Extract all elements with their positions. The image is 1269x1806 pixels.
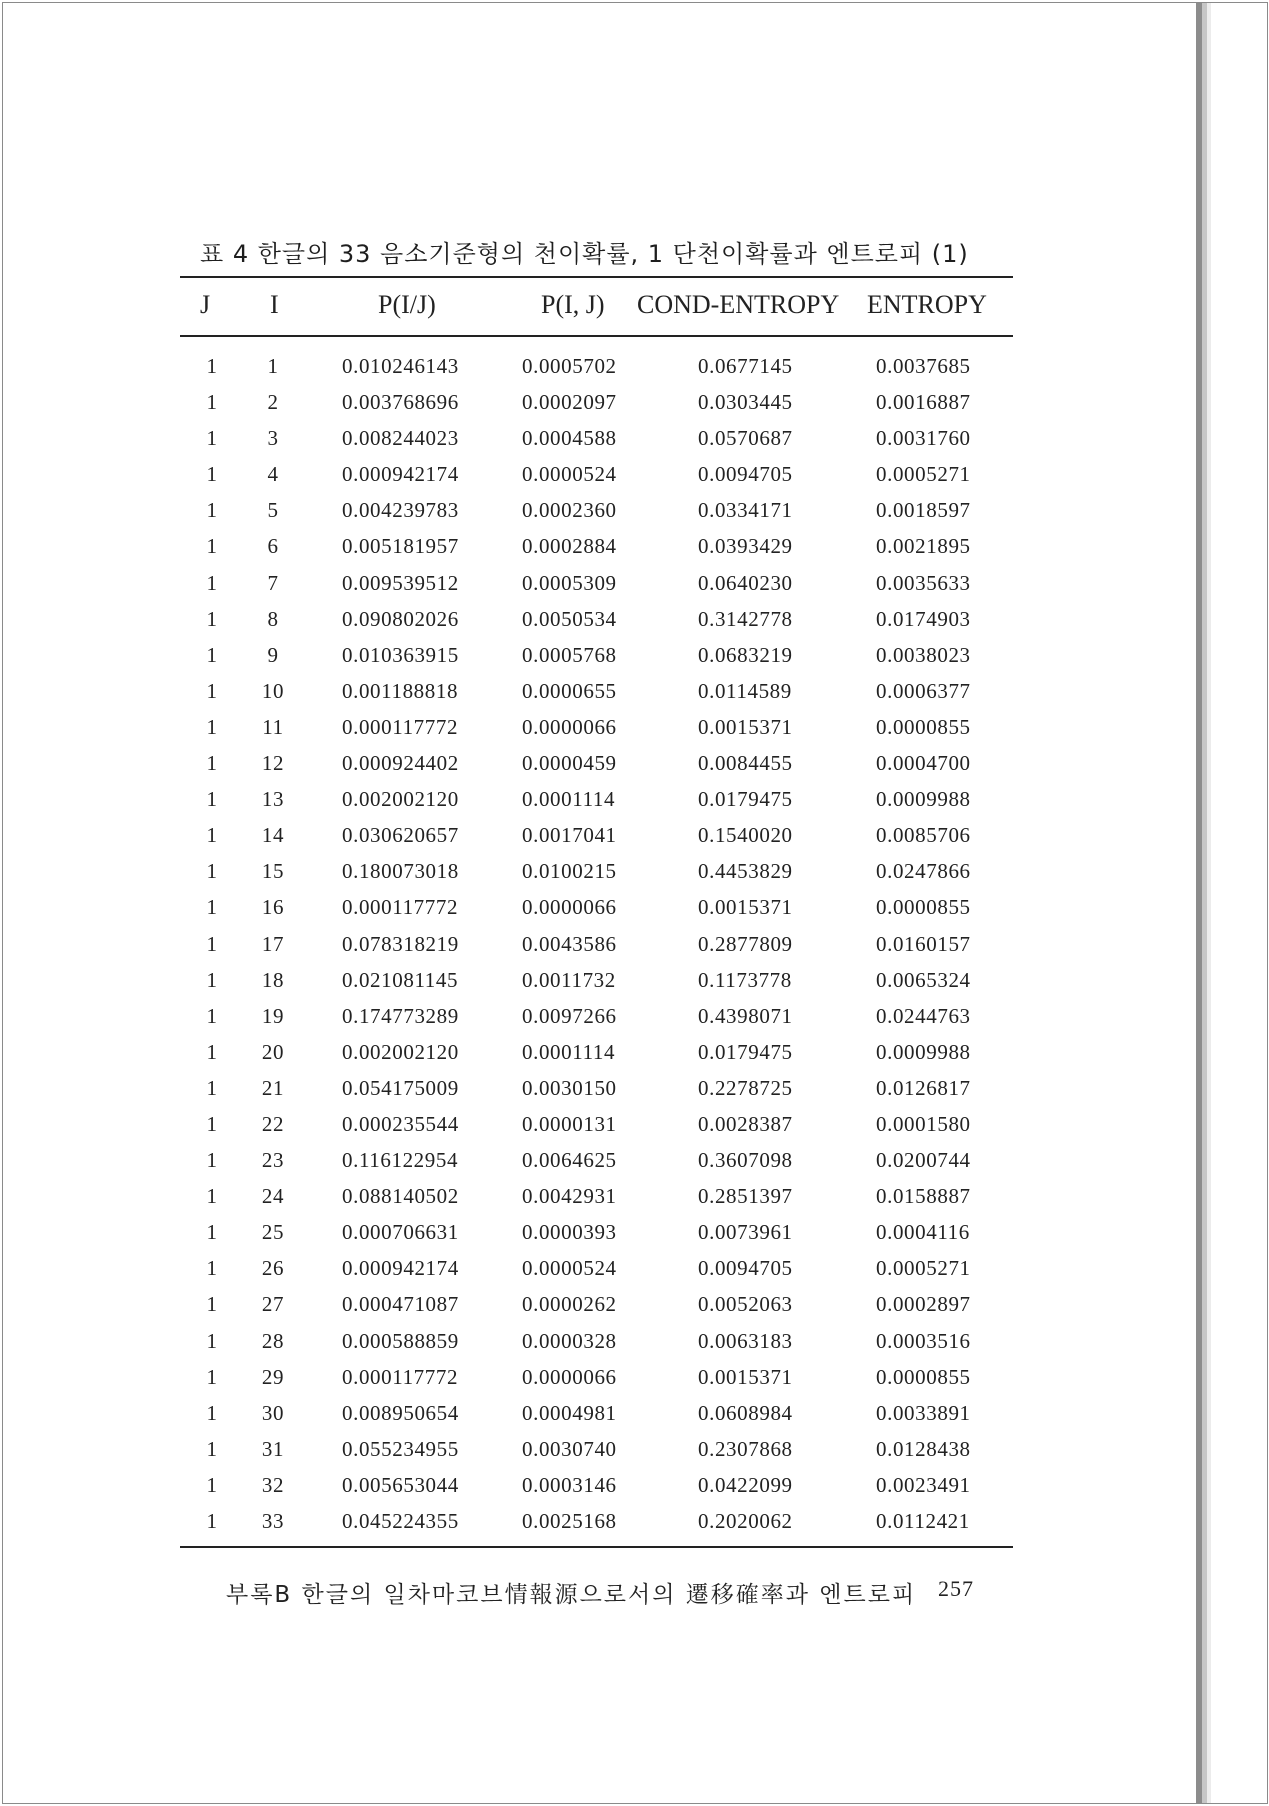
- cell-p-joint: 0.0000262: [522, 1292, 617, 1317]
- table-body: [0, 346, 1193, 1537]
- cell-p-cond: 0.021081145: [342, 967, 459, 992]
- cell-entropy: 0.0247866: [876, 859, 971, 884]
- table-row: [0, 815, 1193, 851]
- table-row: [0, 1140, 1193, 1176]
- cell-entropy: 0.0009988: [876, 1039, 971, 1064]
- table-row: [0, 1321, 1193, 1357]
- table-row: [0, 851, 1193, 887]
- cell-entropy: 0.0018597: [876, 498, 971, 523]
- cell-i: 30: [261, 1400, 285, 1425]
- table-caption: 표 4 한글의 33 음소기준형의 천이확률, 1 단천이확률과 엔트로피 (1): [200, 240, 969, 268]
- cell-p-joint: 0.0050534: [522, 606, 617, 631]
- header-entropy: ENTROPY: [867, 290, 987, 319]
- table-row: [0, 1429, 1193, 1465]
- cell-p-joint: 0.0025168: [522, 1509, 617, 1533]
- cell-p-cond: 0.000588859: [342, 1328, 459, 1353]
- cell-j: 1: [206, 534, 218, 559]
- cell-p-joint: 0.0064625: [522, 1148, 617, 1173]
- cell-p-cond: 0.180073018: [342, 859, 459, 884]
- cell-cond-entropy: 0.4398071: [698, 1003, 793, 1028]
- cell-entropy: 0.0005271: [876, 462, 971, 487]
- cell-p-cond: 0.000117772: [342, 1364, 459, 1389]
- cell-cond-entropy: 0.0028387: [698, 1111, 793, 1136]
- cell-entropy: 0.0200744: [876, 1148, 971, 1173]
- cell-j: 1: [206, 1039, 218, 1064]
- cell-cond-entropy: 0.0015371: [698, 1364, 793, 1389]
- table-header-rule: [180, 335, 1013, 337]
- cell-i: 28: [261, 1328, 285, 1353]
- table-row: [0, 924, 1193, 960]
- table-row: [0, 1032, 1193, 1068]
- cell-i: 27: [261, 1292, 285, 1317]
- table-row: [0, 599, 1193, 635]
- table-row: [0, 382, 1193, 418]
- cell-i: 11: [262, 714, 284, 739]
- cell-p-joint: 0.0005309: [522, 570, 617, 595]
- cell-cond-entropy: 0.0179475: [698, 1039, 793, 1064]
- table-row: [0, 454, 1193, 490]
- cell-i: 19: [261, 1003, 285, 1028]
- running-title: 부록B 한글의 일차마코브情報源으로서의 遷移確率과 엔트로피: [226, 1582, 917, 1608]
- cell-cond-entropy: 0.0570687: [698, 426, 793, 451]
- cell-j: 1: [206, 390, 218, 415]
- cell-i: 3: [267, 426, 279, 451]
- cell-p-cond: 0.003768696: [342, 390, 459, 415]
- cell-p-joint: 0.0011732: [522, 967, 616, 992]
- cell-i: 31: [261, 1436, 285, 1461]
- cell-i: 32: [261, 1472, 285, 1497]
- cell-j: 1: [206, 1509, 218, 1533]
- cell-entropy: 0.0000855: [876, 1364, 971, 1389]
- cell-p-joint: 0.0000066: [522, 895, 617, 920]
- cell-i: 26: [261, 1256, 285, 1281]
- cell-p-cond: 0.004239783: [342, 498, 459, 523]
- cell-p-cond: 0.000924402: [342, 751, 459, 776]
- table-row: [0, 1284, 1193, 1320]
- cell-i: 24: [261, 1184, 285, 1209]
- cell-entropy: 0.0000855: [876, 714, 971, 739]
- table-row: [0, 743, 1193, 779]
- cell-p-cond: 0.002002120: [342, 1039, 459, 1064]
- cell-cond-entropy: 0.0073961: [698, 1220, 793, 1245]
- cell-j: 1: [206, 823, 218, 848]
- cell-p-cond: 0.005653044: [342, 1472, 459, 1497]
- cell-cond-entropy: 0.4453829: [698, 859, 793, 884]
- header-p-cond: P(I/J): [378, 290, 436, 319]
- cell-cond-entropy: 0.0094705: [698, 1256, 793, 1281]
- cell-entropy: 0.0001580: [876, 1111, 971, 1136]
- table-row: [0, 418, 1193, 454]
- cell-p-cond: 0.009539512: [342, 570, 459, 595]
- table-row: [0, 1176, 1193, 1212]
- cell-j: 1: [206, 714, 218, 739]
- cell-entropy: 0.0004116: [876, 1220, 970, 1245]
- cell-i: 13: [261, 787, 285, 812]
- cell-cond-entropy: 0.0640230: [698, 570, 793, 595]
- cell-i: 7: [267, 570, 279, 595]
- header-i: I: [270, 290, 279, 319]
- cell-entropy: 0.0037685: [876, 354, 971, 378]
- cell-i: 14: [261, 823, 285, 848]
- cell-j: 1: [206, 1111, 218, 1136]
- cell-entropy: 0.0112421: [876, 1509, 970, 1533]
- cell-p-joint: 0.0002097: [522, 390, 617, 415]
- cell-j: 1: [206, 859, 218, 884]
- cell-entropy: 0.0158887: [876, 1184, 971, 1209]
- cell-j: 1: [206, 426, 218, 451]
- cell-j: 1: [206, 678, 218, 703]
- cell-i: 9: [267, 642, 279, 667]
- cell-cond-entropy: 0.0422099: [698, 1472, 793, 1497]
- cell-p-joint: 0.0000524: [522, 1256, 617, 1281]
- cell-p-cond: 0.002002120: [342, 787, 459, 812]
- table-row: [0, 1248, 1193, 1284]
- cell-p-cond: 0.055234955: [342, 1436, 459, 1461]
- cell-p-joint: 0.0030740: [522, 1436, 617, 1461]
- cell-p-cond: 0.088140502: [342, 1184, 459, 1209]
- cell-p-joint: 0.0001114: [522, 787, 616, 812]
- cell-i: 18: [261, 967, 285, 992]
- cell-p-cond: 0.030620657: [342, 823, 459, 848]
- cell-p-cond: 0.008244023: [342, 426, 459, 451]
- cell-p-joint: 0.0004981: [522, 1400, 617, 1425]
- cell-cond-entropy: 0.0015371: [698, 714, 793, 739]
- cell-i: 21: [261, 1075, 285, 1100]
- cell-i: 22: [261, 1111, 285, 1136]
- table-row: [0, 707, 1193, 743]
- cell-j: 1: [206, 1003, 218, 1028]
- cell-j: 1: [206, 1328, 218, 1353]
- table-top-rule: [180, 276, 1013, 278]
- table-row: [0, 563, 1193, 599]
- cell-i: 6: [267, 534, 279, 559]
- cell-i: 10: [261, 678, 285, 703]
- cell-i: 20: [261, 1039, 285, 1064]
- table-row: [0, 779, 1193, 815]
- cell-p-joint: 0.0000131: [522, 1111, 617, 1136]
- cell-p-joint: 0.0030150: [522, 1075, 617, 1100]
- cell-i: 12: [261, 751, 285, 776]
- cell-p-joint: 0.0004588: [522, 426, 617, 451]
- cell-j: 1: [206, 1148, 218, 1173]
- cell-cond-entropy: 0.1173778: [698, 967, 792, 992]
- cell-p-cond: 0.174773289: [342, 1003, 459, 1028]
- cell-p-cond: 0.116122954: [342, 1148, 459, 1173]
- cell-i: 1: [267, 354, 279, 378]
- table-row: [0, 1104, 1193, 1140]
- cell-p-cond: 0.010363915: [342, 642, 459, 667]
- cell-i: 8: [267, 606, 279, 631]
- cell-p-joint: 0.0000393: [522, 1220, 617, 1245]
- cell-p-cond: 0.000235544: [342, 1111, 459, 1136]
- cell-entropy: 0.0006377: [876, 678, 971, 703]
- cell-p-cond: 0.000942174: [342, 1256, 459, 1281]
- cell-entropy: 0.0031760: [876, 426, 971, 451]
- cell-j: 1: [206, 1292, 218, 1317]
- cell-entropy: 0.0002897: [876, 1292, 971, 1317]
- cell-entropy: 0.0126817: [876, 1075, 971, 1100]
- cell-cond-entropy: 0.0063183: [698, 1328, 793, 1353]
- cell-i: 2: [267, 390, 279, 415]
- cell-j: 1: [206, 967, 218, 992]
- cell-entropy: 0.0033891: [876, 1400, 971, 1425]
- cell-p-joint: 0.0043586: [522, 931, 617, 956]
- cell-entropy: 0.0005271: [876, 1256, 971, 1281]
- cell-p-joint: 0.0000459: [522, 751, 617, 776]
- table-row: [0, 1393, 1193, 1429]
- cell-p-cond: 0.008950654: [342, 1400, 459, 1425]
- header-j: J: [200, 290, 211, 319]
- table-row: [0, 490, 1193, 526]
- cell-j: 1: [206, 895, 218, 920]
- cell-cond-entropy: 0.2278725: [698, 1075, 793, 1100]
- cell-p-cond: 0.000117772: [342, 895, 459, 920]
- cell-entropy: 0.0023491: [876, 1472, 971, 1497]
- cell-cond-entropy: 0.0677145: [698, 354, 793, 378]
- header-cond-entropy: COND-ENTROPY: [637, 290, 840, 319]
- cell-entropy: 0.0035633: [876, 570, 971, 595]
- cell-p-cond: 0.090802026: [342, 606, 459, 631]
- table-bottom-rule: [180, 1546, 1013, 1548]
- cell-p-joint: 0.0005702: [522, 354, 617, 378]
- table-row: [0, 346, 1193, 382]
- cell-p-cond: 0.078318219: [342, 931, 459, 956]
- table-row: [0, 671, 1193, 707]
- cell-cond-entropy: 0.0683219: [698, 642, 793, 667]
- header-p-joint: P(I, J): [541, 290, 605, 319]
- cell-i: 25: [261, 1220, 285, 1245]
- cell-j: 1: [206, 462, 218, 487]
- cell-i: 4: [267, 462, 279, 487]
- cell-cond-entropy: 0.0114589: [698, 678, 792, 703]
- cell-cond-entropy: 0.0084455: [698, 751, 793, 776]
- cell-p-cond: 0.054175009: [342, 1075, 459, 1100]
- cell-cond-entropy: 0.1540020: [698, 823, 793, 848]
- table-row: [0, 635, 1193, 671]
- cell-j: 1: [206, 606, 218, 631]
- cell-cond-entropy: 0.3607098: [698, 1148, 793, 1173]
- cell-i: 15: [261, 859, 285, 884]
- cell-entropy: 0.0065324: [876, 967, 971, 992]
- page-number: 257: [938, 1576, 974, 1601]
- cell-i: 17: [261, 931, 285, 956]
- cell-j: 1: [206, 1436, 218, 1461]
- cell-p-joint: 0.0000066: [522, 1364, 617, 1389]
- table-row: [0, 996, 1193, 1032]
- cell-p-joint: 0.0000328: [522, 1328, 617, 1353]
- running-footer: [226, 1576, 974, 1609]
- cell-p-cond: 0.045224355: [342, 1509, 459, 1533]
- cell-j: 1: [206, 787, 218, 812]
- cell-i: 16: [261, 895, 285, 920]
- cell-p-joint: 0.0002884: [522, 534, 617, 559]
- cell-entropy: 0.0000855: [876, 895, 971, 920]
- cell-entropy: 0.0128438: [876, 1436, 971, 1461]
- cell-entropy: 0.0003516: [876, 1328, 971, 1353]
- cell-j: 1: [206, 1075, 218, 1100]
- cell-p-joint: 0.0002360: [522, 498, 617, 523]
- table-row: [0, 1501, 1193, 1537]
- cell-p-cond: 0.005181957: [342, 534, 459, 559]
- table-row: [0, 960, 1193, 996]
- cell-entropy: 0.0021895: [876, 534, 971, 559]
- cell-cond-entropy: 0.0334171: [698, 498, 793, 523]
- cell-j: 1: [206, 1184, 218, 1209]
- cell-cond-entropy: 0.0608984: [698, 1400, 793, 1425]
- cell-j: 1: [206, 1220, 218, 1245]
- cell-p-joint: 0.0097266: [522, 1003, 617, 1028]
- cell-j: 1: [206, 642, 218, 667]
- cell-p-cond: 0.000942174: [342, 462, 459, 487]
- cell-i: 29: [261, 1364, 285, 1389]
- cell-p-joint: 0.0100215: [522, 859, 617, 884]
- table-row: [0, 1465, 1193, 1501]
- cell-j: 1: [206, 1364, 218, 1389]
- cell-cond-entropy: 0.0303445: [698, 390, 793, 415]
- cell-entropy: 0.0085706: [876, 823, 971, 848]
- table-row: [0, 1068, 1193, 1104]
- cell-cond-entropy: 0.0015371: [698, 895, 793, 920]
- cell-j: 1: [206, 354, 218, 378]
- cell-cond-entropy: 0.0393429: [698, 534, 793, 559]
- cell-i: 33: [261, 1509, 285, 1533]
- cell-p-joint: 0.0005768: [522, 642, 617, 667]
- cell-cond-entropy: 0.0094705: [698, 462, 793, 487]
- table-row: [0, 887, 1193, 923]
- cell-p-joint: 0.0017041: [522, 823, 617, 848]
- table-header-row: [0, 290, 1193, 322]
- cell-i: 5: [267, 498, 279, 523]
- cell-p-joint: 0.0000655: [522, 678, 617, 703]
- cell-j: 1: [206, 931, 218, 956]
- cell-entropy: 0.0009988: [876, 787, 971, 812]
- cell-j: 1: [206, 498, 218, 523]
- cell-cond-entropy: 0.2307868: [698, 1436, 793, 1461]
- cell-j: 1: [206, 1400, 218, 1425]
- table-row: [0, 1212, 1193, 1248]
- cell-i: 23: [261, 1148, 285, 1173]
- cell-p-cond: 0.000117772: [342, 714, 459, 739]
- cell-p-joint: 0.0000066: [522, 714, 617, 739]
- cell-p-cond: 0.000471087: [342, 1292, 459, 1317]
- cell-cond-entropy: 0.2851397: [698, 1184, 793, 1209]
- cell-j: 1: [206, 1256, 218, 1281]
- cell-p-joint: 0.0042931: [522, 1184, 617, 1209]
- cell-entropy: 0.0038023: [876, 642, 971, 667]
- table-row: [0, 1357, 1193, 1393]
- cell-p-joint: 0.0001114: [522, 1039, 616, 1064]
- cell-cond-entropy: 0.2020062: [698, 1509, 793, 1533]
- cell-entropy: 0.0016887: [876, 390, 971, 415]
- cell-j: 1: [206, 570, 218, 595]
- cell-p-cond: 0.010246143: [342, 354, 459, 378]
- table-row: [0, 526, 1193, 562]
- cell-p-cond: 0.000706631: [342, 1220, 459, 1245]
- cell-entropy: 0.0174903: [876, 606, 971, 631]
- cell-p-joint: 0.0000524: [522, 462, 617, 487]
- cell-p-cond: 0.001188818: [342, 678, 459, 703]
- cell-entropy: 0.0004700: [876, 751, 971, 776]
- cell-entropy: 0.0160157: [876, 931, 971, 956]
- cell-j: 1: [206, 751, 218, 776]
- cell-p-joint: 0.0003146: [522, 1472, 617, 1497]
- cell-cond-entropy: 0.0052063: [698, 1292, 793, 1317]
- cell-entropy: 0.0244763: [876, 1003, 971, 1028]
- cell-cond-entropy: 0.3142778: [698, 606, 793, 631]
- cell-j: 1: [206, 1472, 218, 1497]
- cell-cond-entropy: 0.2877809: [698, 931, 793, 956]
- cell-cond-entropy: 0.0179475: [698, 787, 793, 812]
